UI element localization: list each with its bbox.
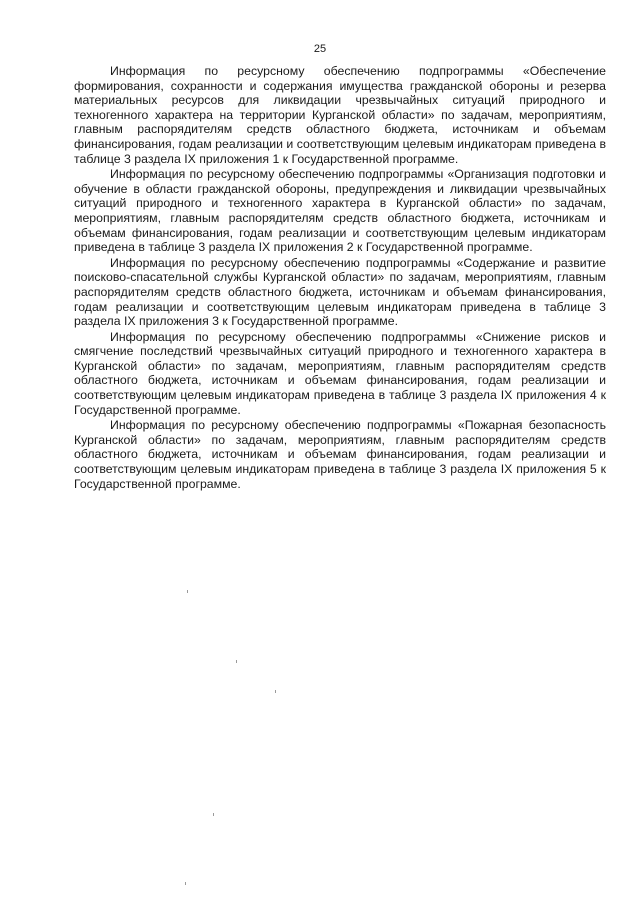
paragraph-subprogram-5: Информация по ресурсному обеспечению подпрограммы «Пожарная безопасность Курганской области» по задачам, мероприятиям, главным распорядителям средств областного бюджета, источникам и объемам финансирования, годам реализации и соответствующим целевым индикаторам приведена в таблице 3 раздела IX приложения 5 к Государственной программе.	[74, 418, 606, 491]
scan-speck	[213, 813, 214, 816]
paragraph-subprogram-1: Информация по ресурсному обеспечению подпрограммы «Обеспечение формирования, сохранности и содержания имущества гражданской обороны и резерва материальных ресурсов для ликвидации чрезвычайных ситуаций природного и техногенного характера на территории Курганской области» по задачам, мероприятиям, главным распорядителям средств областного бюджета, источникам и объемам финансирования, годам реализации и соответствующим целевым индикаторам приведена в таблице 3 раздела IX приложения 1 к Государственной программе.	[74, 64, 606, 166]
document-body	[74, 64, 606, 492]
paragraph-subprogram-3: Информация по ресурсному обеспечению подпрограммы «Содержание и развитие поисково-спасательной службы Курганской области» по задачам, мероприятиям, главным распорядителям средств областного бюджета, источникам и объемам финансирования, годам реализации и соответствующим целевым индикаторам приведена в таблице 3 раздела IX приложения 3 к Государственной программе.	[74, 255, 606, 329]
paragraph-subprogram-2: Информация по ресурсному обеспечению подпрограммы «Организация подготовки и обучение в области гражданской обороны, предупреждения и ликвидации чрезвычайных ситуаций природного и техногенного характера в Курганской области» по задачам, мероприятиям, главным распорядителям средств областного бюджета, источникам и объемам финансирования, годам реализации и соответствующим целевым индикаторам приведена в таблице 3 раздела IX приложения 2 к Государственной программе.	[74, 167, 606, 255]
paragraph-subprogram-4: Информация по ресурсному обеспечению подпрограммы «Снижение рисков и смягчение последствий чрезвычайных ситуаций природного и техногенного характера в Курганской области» по задачам, мероприятиям, главным распорядителям средств областного бюджета, источникам и объемам финансирования, годам реализации и соответствующим целевым индикаторам приведена в таблице 3 раздела IX приложения 4 к Государственной программе.	[74, 329, 606, 417]
scan-speck	[187, 590, 188, 593]
scan-speck	[185, 882, 186, 885]
scan-speck	[275, 690, 276, 693]
page-number: 25	[313, 43, 327, 55]
scan-speck	[236, 660, 237, 663]
